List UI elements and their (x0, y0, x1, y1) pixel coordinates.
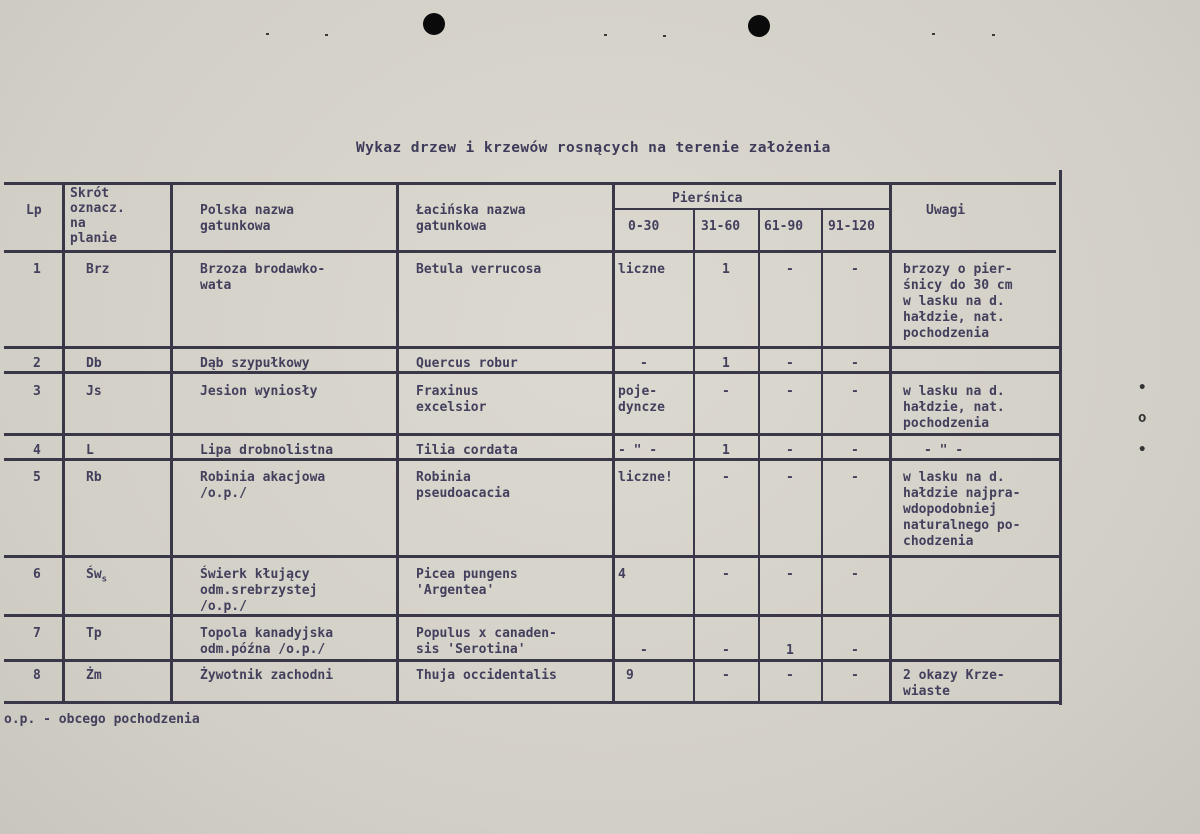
cell-91-120: - (851, 356, 859, 371)
cell-lacinska: Fraxinus excelsior (416, 384, 487, 415)
cell-polska: Żywotnik zachodni (200, 668, 334, 683)
cell-31-60: 1 (722, 262, 730, 277)
col-line (693, 208, 695, 703)
cell-lacinska: Populus x canaden- sis 'Serotina' (416, 626, 557, 657)
cell-lp: 6 (33, 567, 41, 582)
cell-61-90: - (786, 668, 794, 683)
footnote: o.p. - obcego pochodzenia (4, 712, 200, 727)
cell-uwagi: - " - (924, 443, 964, 458)
cell-polska: Robinia akacjowa /o.p./ (200, 470, 326, 501)
cell-polska: Topola kanadyjska odm.późna /o.p./ (200, 626, 334, 657)
header-bottom-line (4, 250, 1056, 253)
cell-0-30: 9 (626, 668, 634, 683)
cell-61-90: - (786, 384, 794, 399)
cell-61-90: - (786, 262, 794, 277)
cell-91-120: - (851, 668, 859, 683)
col-line (612, 182, 615, 703)
margin-mark: • (1138, 380, 1147, 396)
skrot-sub: s (101, 574, 108, 585)
col-line (821, 208, 823, 703)
cell-lacinska: Betula verrucosa (416, 262, 542, 277)
cell-0-30: - (640, 643, 648, 658)
margin-mark: o (1138, 410, 1147, 426)
cell-skrot: Brz (86, 262, 110, 277)
cell-skrot: L (86, 443, 94, 458)
cell-polska: Jesion wyniosły (200, 384, 318, 399)
cell-91-120: - (851, 470, 859, 485)
header-range: 61-90 (764, 219, 804, 234)
cell-61-90: - (786, 356, 794, 371)
cell-91-120: - (851, 643, 859, 658)
cell-polska: Brzoza brodawko- wata (200, 262, 326, 293)
cell-skrot: Rb (86, 470, 102, 485)
cell-31-60: - (722, 643, 730, 658)
cell-uwagi: w lasku na d. hałdzie najpra- wdopodobniej naturalnego po- chodzenia (903, 470, 1021, 549)
cell-31-60: - (722, 384, 730, 399)
cell-lp: 1 (33, 262, 41, 277)
header-uwagi: Uwagi (926, 203, 966, 218)
cell-lp: 2 (33, 356, 41, 371)
cell-31-60: 1 (722, 356, 730, 371)
header-range: 0-30 (628, 219, 660, 234)
header-polska: Polska nazwa gatunkowa (200, 203, 294, 234)
row-line (4, 659, 1060, 662)
cell-lacinska: Picea pungens 'Argentea' (416, 567, 518, 598)
cell-61-90: - (786, 470, 794, 485)
cell-0-30: poje- dyncze (618, 384, 665, 415)
cell-lp: 3 (33, 384, 41, 399)
row-line (4, 614, 1060, 617)
cell-0-30: - " - (618, 443, 658, 458)
cell-lacinska: Thuja occidentalis (416, 668, 557, 683)
row-line (4, 458, 1060, 461)
cell-61-90: 1 (786, 643, 794, 658)
cell-uwagi: w lasku na d. hałdzie, nat. pochodzenia (903, 384, 1005, 431)
piersnica-divider (614, 208, 890, 210)
header-lp: Lp (26, 203, 42, 218)
cell-skrot: Js (86, 384, 102, 399)
col-line (170, 182, 173, 703)
cell-uwagi: 2 okazy Krze- wiaste (903, 668, 1005, 699)
cell-31-60: - (722, 668, 730, 683)
cell-skrot: Db (86, 356, 102, 371)
table-border-right (1059, 170, 1062, 705)
cell-61-90: - (786, 567, 794, 582)
cell-61-90: - (786, 443, 794, 458)
cell-91-120: - (851, 384, 859, 399)
header-range: 91-120 (828, 219, 875, 234)
header-skrot: Skrót oznacz. na planie (70, 186, 125, 246)
cell-31-60: - (722, 567, 730, 582)
cell-polska: Lipa drobnolistna (200, 443, 334, 458)
cell-lp: 4 (33, 443, 41, 458)
cell-skrot (86, 567, 107, 588)
row-line (4, 433, 1060, 436)
cell-91-120: - (851, 567, 859, 582)
table-border-bottom (4, 701, 1060, 704)
cell-lp: 7 (33, 626, 41, 641)
cell-skrot: Tp (86, 626, 102, 641)
margin-mark: • (1138, 442, 1147, 458)
cell-0-30: liczne! (618, 470, 673, 485)
document-title: Wykaz drzew i krzewów rosnących na terenie założenia (356, 140, 831, 156)
col-line (889, 182, 892, 703)
cell-lp: 5 (33, 470, 41, 485)
header-lacinska: Łacińska nazwa gatunkowa (416, 203, 526, 234)
cell-uwagi: brzozy o pier- śnicy do 30 cm w lasku na d. hałdzie, nat. pochodzenia (903, 262, 1013, 341)
cell-31-60: 1 (722, 443, 730, 458)
cell-lacinska: Quercus robur (416, 356, 518, 371)
cell-skrot: Żm (86, 668, 102, 683)
table-border-top (4, 182, 1056, 185)
skrot-main: Św (86, 567, 102, 582)
cell-0-30: liczne (618, 262, 665, 277)
cell-lacinska: Robinia pseudoacacia (416, 470, 510, 501)
cell-91-120: - (851, 262, 859, 277)
header-piersnica: Pierśnica (672, 191, 743, 206)
cell-lacinska: Tilia cordata (416, 443, 518, 458)
header-range: 31-60 (701, 219, 741, 234)
col-line (62, 182, 65, 703)
row-line (4, 346, 1060, 349)
cell-31-60: - (722, 470, 730, 485)
row-line (4, 555, 1060, 558)
cell-polska: Świerk kłujący odm.srebrzystej /o.p./ (200, 567, 318, 614)
cell-polska: Dąb szypułkowy (200, 356, 310, 371)
cell-0-30: - (640, 356, 648, 371)
col-line (758, 208, 760, 703)
col-line (396, 182, 399, 703)
cell-lp: 8 (33, 668, 41, 683)
cell-91-120: - (851, 443, 859, 458)
row-line (4, 371, 1060, 374)
cell-0-30: 4 (618, 567, 626, 582)
